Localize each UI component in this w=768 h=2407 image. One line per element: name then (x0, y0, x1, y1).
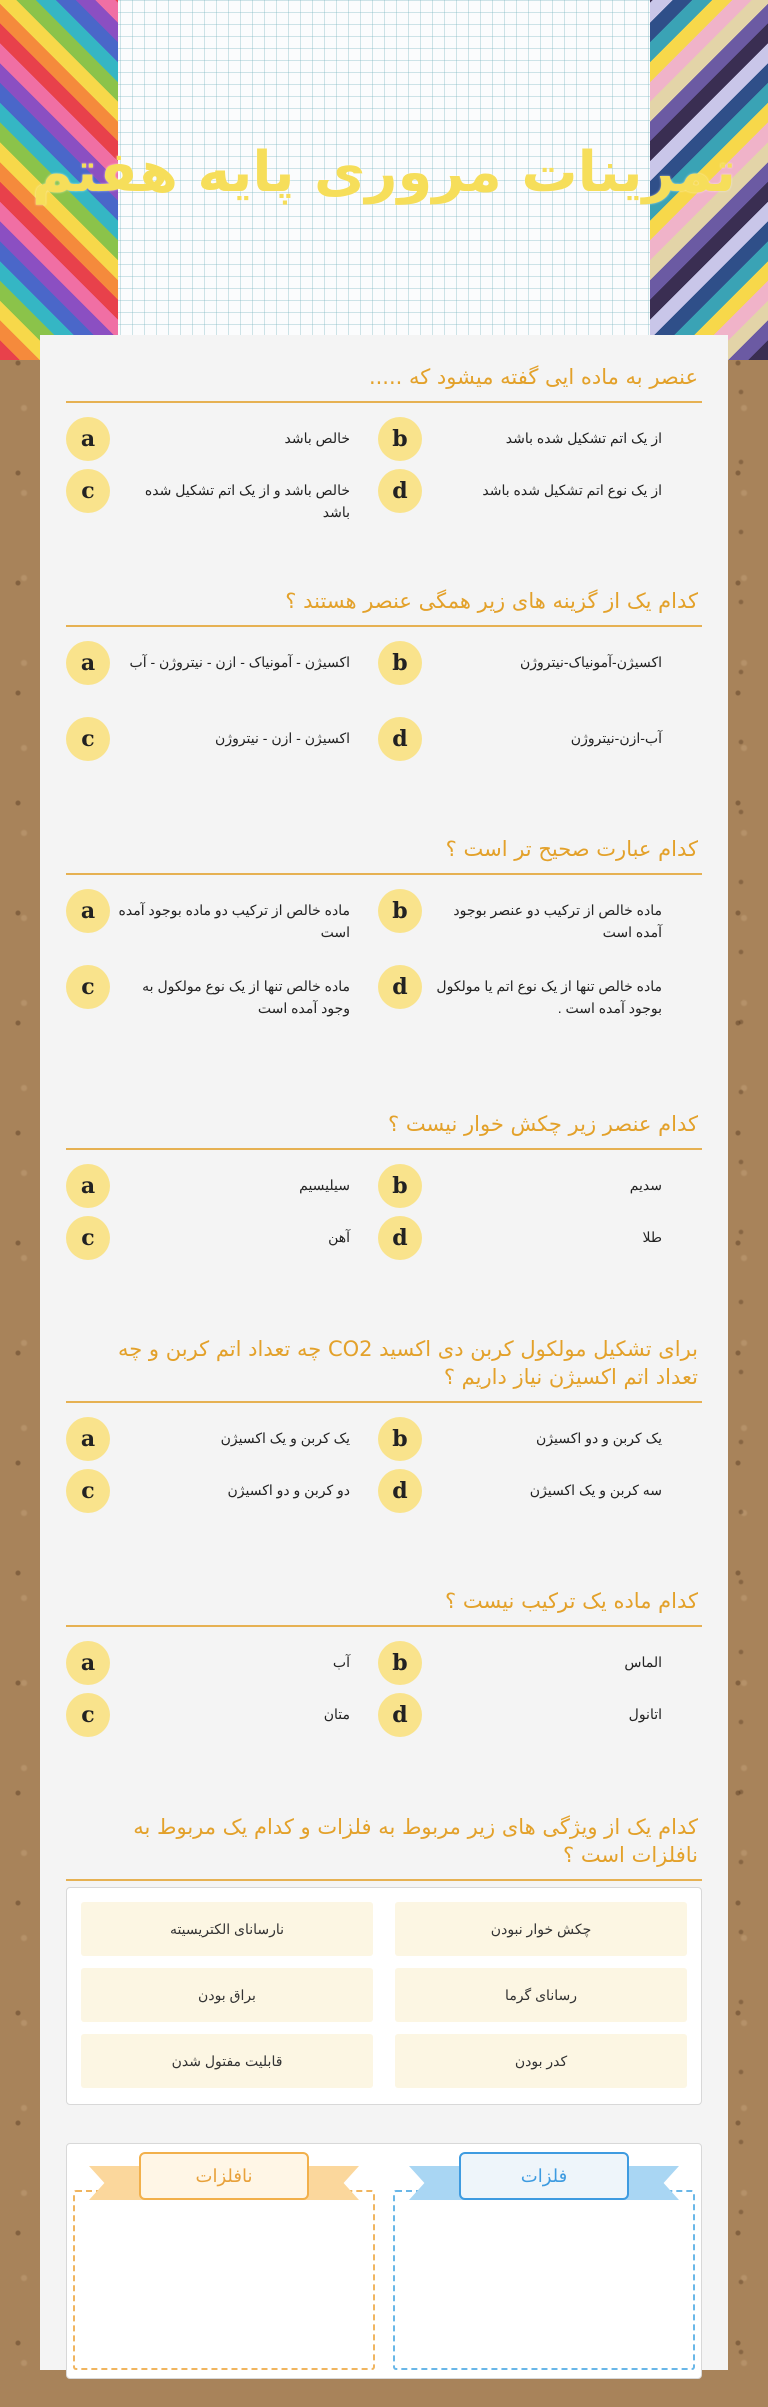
option-b[interactable] (378, 889, 678, 943)
option-letter-badge: b (378, 1641, 422, 1685)
option-text: آب (332, 1654, 350, 1670)
option-text: از یک اتم تشکیل شده باشد (505, 430, 662, 446)
option-letter-badge: c (66, 1216, 110, 1260)
option-letter-badge: a (66, 1164, 110, 1208)
option-text: اتانول (628, 1706, 662, 1722)
option-c[interactable] (66, 717, 366, 761)
option-text: الماس (624, 1654, 662, 1670)
option-d[interactable] (378, 1469, 678, 1513)
option-letter-badge: b (378, 641, 422, 685)
option-text: ماده خالص تنها از یک نوع مولکول به وجود آمده است (142, 978, 350, 1016)
option-b[interactable] (378, 1641, 678, 1685)
sortable-items-box (66, 1887, 702, 2105)
option-letter-badge: a (66, 417, 110, 461)
option-a[interactable] (66, 641, 366, 685)
question-4 (66, 1110, 702, 1260)
sortable-item[interactable]: کدر بودن (395, 2034, 687, 2088)
option-b[interactable] (378, 417, 678, 461)
option-text: سدیم (629, 1177, 662, 1193)
option-letter-badge: b (378, 1164, 422, 1208)
option-letter-badge: b (378, 417, 422, 461)
option-text: طلا (642, 1229, 662, 1245)
metals-label: فلزات (459, 2152, 629, 2200)
option-d[interactable] (378, 469, 678, 513)
option-text: متان (323, 1706, 350, 1722)
option-text: سیلیسیم (299, 1177, 350, 1193)
option-letter-badge: c (66, 469, 110, 513)
quiz-card (40, 335, 728, 2370)
question-title: عنصر به ماده ایی گفته میشود که ..... (66, 363, 702, 403)
option-text: اکسیژن - ازن - نیتروژن (215, 730, 350, 746)
option-letter-badge: c (66, 717, 110, 761)
option-letter-badge: d (378, 717, 422, 761)
option-b[interactable] (378, 1164, 678, 1208)
sortable-item[interactable]: قابلیت مفتول شدن (81, 2034, 373, 2088)
option-letter-badge: d (378, 1469, 422, 1513)
option-c[interactable] (66, 1469, 366, 1513)
option-c[interactable] (66, 1216, 366, 1260)
question-1 (66, 363, 702, 520)
header-banner (0, 0, 768, 360)
option-letter-badge: d (378, 1216, 422, 1260)
option-d[interactable] (378, 965, 678, 1019)
option-c[interactable] (66, 1693, 366, 1737)
sortable-item[interactable]: نارسانای الکتریسیته (81, 1902, 373, 1956)
drop-buckets (66, 2143, 702, 2379)
question-6 (66, 1587, 702, 1737)
option-b[interactable] (378, 1417, 678, 1461)
sorting-question (66, 1813, 702, 1881)
option-letter-badge: b (378, 1417, 422, 1461)
option-letter-badge: d (378, 469, 422, 513)
option-text: خالص باشد (284, 430, 350, 446)
nonmetals-ribbon (89, 2152, 359, 2204)
option-d[interactable] (378, 1693, 678, 1737)
option-letter-badge: b (378, 889, 422, 933)
option-d[interactable] (378, 1216, 678, 1260)
option-text: آهن (328, 1229, 350, 1245)
option-text: ماده خالص از ترکیب دو ماده بوجود آمده است (118, 902, 350, 940)
option-text: یک کربن و یک اکسیژن (220, 1430, 350, 1446)
option-letter-badge: d (378, 965, 422, 1009)
question-title: کدام عبارت صحیح تر است ؟ (66, 835, 702, 875)
option-letter-badge: a (66, 1641, 110, 1685)
option-a[interactable] (66, 1417, 366, 1461)
option-a[interactable] (66, 889, 366, 943)
option-letter-badge: a (66, 641, 110, 685)
option-text: اکسیژن-آمونیاک-نیتروژن (519, 654, 662, 670)
question-title: برای تشکیل مولکول کربن دی اکسید CO2 چه تعداد اتم کربن و چه تعداد اتم اکسیژن نیاز داریم ؟ (66, 1335, 702, 1403)
option-c[interactable] (66, 965, 366, 1019)
option-text: ماده خالص تنها از یک نوع اتم یا مولکول بوجود آمده است . (436, 978, 662, 1016)
option-text: اکسیژن - آمونیاک - ازن - نیتروژن - آب (129, 654, 350, 670)
option-letter-badge: c (66, 1469, 110, 1513)
option-letter-badge: c (66, 965, 110, 1009)
option-a[interactable] (66, 1641, 366, 1685)
option-a[interactable] (66, 1164, 366, 1208)
metals-drop-zone[interactable] (393, 2190, 695, 2370)
option-d[interactable] (378, 717, 678, 761)
sortable-item[interactable]: رسانای گرما (395, 1968, 687, 2022)
option-text: دو کربن و دو اکسیژن (227, 1482, 350, 1498)
nonmetals-drop-zone[interactable] (73, 2190, 375, 2370)
question-title: کدام یک از ویژگی های زیر مربوط به فلزات و کدام یک مربوط به نافلزات است ؟ (66, 1813, 702, 1881)
option-text: ماده خالص از ترکیب دو عنصر بوجود آمده است (453, 902, 662, 940)
option-letter-badge: a (66, 889, 110, 933)
nonmetals-label: نافلزات (139, 2152, 309, 2200)
option-letter-badge: a (66, 1417, 110, 1461)
option-b[interactable] (378, 641, 678, 685)
sortable-item[interactable]: براق بودن (81, 1968, 373, 2022)
option-text: یک کربن و دو اکسیژن (536, 1430, 662, 1446)
metals-ribbon (409, 2152, 679, 2204)
question-title: کدام عنصر زیر چکش خوار نیست ؟ (66, 1110, 702, 1150)
question-5 (66, 1335, 702, 1513)
option-letter-badge: d (378, 1693, 422, 1737)
option-text: سه کربن و یک اکسیژن (529, 1482, 662, 1498)
question-3 (66, 835, 702, 1025)
option-a[interactable] (66, 417, 366, 461)
sortable-item[interactable]: چکش خوار نبودن (395, 1902, 687, 1956)
page-title: تمرینات مروری پایه هفتم (32, 140, 736, 205)
option-letter-badge: c (66, 1693, 110, 1737)
option-text: آب-ازن-نیتروژن (570, 730, 662, 746)
option-c[interactable] (66, 469, 366, 523)
option-text: خالص باشد و از یک اتم تشکیل شده باشد (144, 482, 350, 520)
option-text: از یک نوع اتم تشکیل شده باشد (482, 482, 662, 498)
question-title: کدام یک از گزینه های زیر همگی عنصر هستند ؟ (66, 587, 702, 627)
question-title: کدام ماده یک ترکیب نیست ؟ (66, 1587, 702, 1627)
question-2 (66, 587, 702, 767)
